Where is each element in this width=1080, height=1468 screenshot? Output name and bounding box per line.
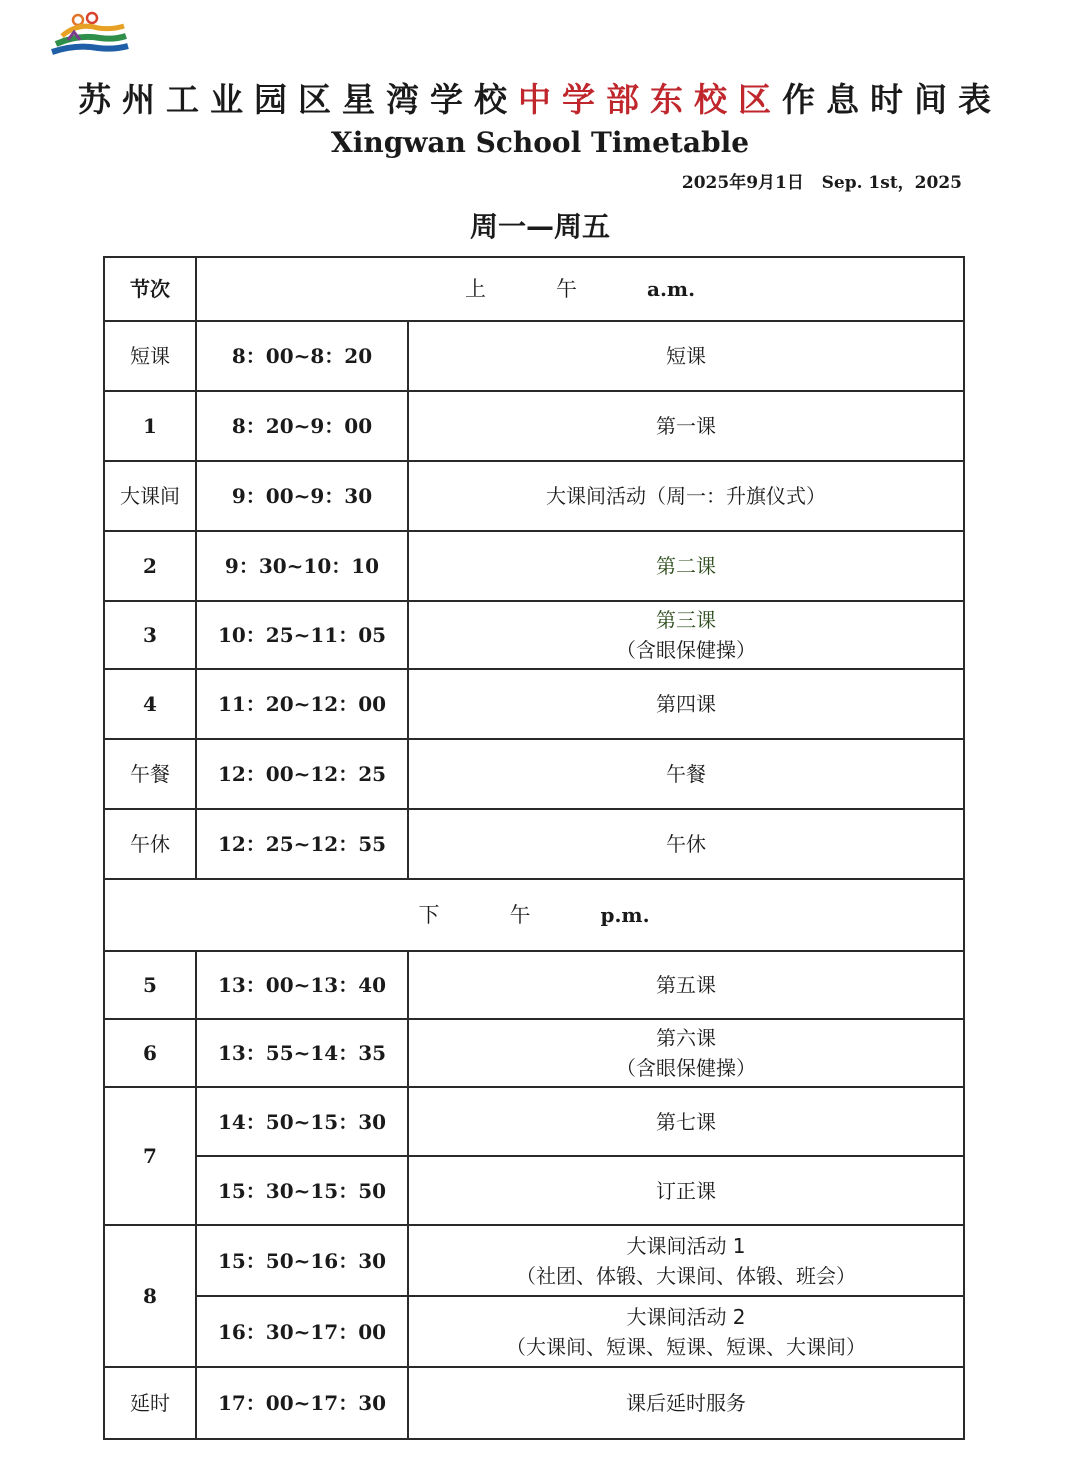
activity-cell: 短课: [408, 321, 964, 391]
time-cell: 15：30~15：50: [196, 1156, 408, 1225]
am-label-cn-2: 午: [555, 277, 577, 301]
table-row: [104, 461, 964, 531]
title-suffix: 作息时间表: [782, 80, 1002, 119]
page-title: [0, 74, 1080, 121]
period-cell: 4: [104, 669, 196, 739]
weekday-range: 周一—周五: [469, 210, 610, 243]
period-cell: 短课: [104, 321, 196, 391]
period-cell: 午餐: [104, 739, 196, 809]
activity-line-1: 第六课: [656, 1026, 716, 1050]
pm-label-cn-1: 下: [418, 903, 440, 927]
table-row: [104, 531, 964, 601]
title-school-name: 苏州工业园区星湾学校: [78, 80, 518, 119]
activity-cell: 第七课: [408, 1087, 964, 1156]
period-cell: 2: [104, 531, 196, 601]
period-cell: 6: [104, 1019, 196, 1087]
activity-cell: 第五课: [408, 951, 964, 1019]
time-cell: 9：00~9：30: [196, 461, 408, 531]
period-cell: 5: [104, 951, 196, 1019]
table-row: [104, 1156, 964, 1225]
table-row: [104, 951, 964, 1019]
am-label-cn-1: 上: [464, 277, 486, 301]
time-cell: 15：50~16：30: [196, 1225, 408, 1296]
period-cell: 7: [104, 1087, 196, 1225]
table-row: [104, 601, 964, 669]
time-cell: 13：00~13：40: [196, 951, 408, 1019]
pm-header-row: [104, 879, 964, 951]
activity-cell: 第一课: [408, 391, 964, 461]
activity-cell: 第四课: [408, 669, 964, 739]
pm-label-cn-2: 午: [509, 903, 531, 927]
activity-cell: 第二课: [408, 531, 964, 601]
activity-line-2: （含眼保健操）: [616, 638, 756, 662]
timetable: [103, 256, 965, 1440]
time-cell: 8：00~8：20: [196, 321, 408, 391]
activity-line-2: （大课间、短课、短课、短课、大课间）: [506, 1334, 866, 1359]
activity-cell: [408, 1019, 964, 1087]
time-cell: 16：30~17：00: [196, 1296, 408, 1367]
page-title-english: Xingwan School Timetable: [330, 126, 750, 159]
time-cell: 12：00~12：25: [196, 739, 408, 809]
time-cell: 9：30~10：10: [196, 531, 408, 601]
title-campus: 中学部东校区: [518, 80, 782, 119]
activity-cell: 订正课: [408, 1156, 964, 1225]
table-row: [104, 1087, 964, 1156]
period-cell: 延时: [104, 1367, 196, 1439]
table-row: [104, 809, 964, 879]
am-label-en: a.m.: [646, 277, 696, 301]
period-cell: 3: [104, 601, 196, 669]
table-row: [104, 1367, 964, 1439]
period-cell: 1: [104, 391, 196, 461]
time-cell: 10：25~11：05: [196, 601, 408, 669]
activity-cell: 大课间活动（周一：升旗仪式）: [408, 461, 964, 531]
table-row: [104, 1296, 964, 1367]
table-row: [104, 1225, 964, 1296]
am-header-row: [104, 257, 964, 321]
effective-date: 2025年9月1日 Sep. 1st，2025: [681, 173, 962, 193]
activity-line-1: 大课间活动 1: [626, 1233, 746, 1258]
activity-cell: 午餐: [408, 739, 964, 809]
time-cell: 12：25~12：55: [196, 809, 408, 879]
table-row: [104, 391, 964, 461]
activity-cell: [408, 1296, 964, 1367]
period-column-header: 节次: [104, 257, 196, 321]
period-cell: 8: [104, 1225, 196, 1367]
activity-cell: [408, 1225, 964, 1296]
activity-line-1: 第三课: [656, 608, 716, 632]
table-row: [104, 739, 964, 809]
am-section-header: [196, 257, 964, 321]
activity-cell: 午休: [408, 809, 964, 879]
period-cell: 大课间: [104, 461, 196, 531]
activity-line-2: （含眼保健操）: [616, 1056, 756, 1080]
table-row: [104, 669, 964, 739]
activity-line-2: （社团、体锻、大课间、体锻、班会）: [516, 1263, 856, 1288]
pm-label-en: p.m.: [600, 903, 650, 927]
table-row: [104, 321, 964, 391]
activity-line-1: 大课间活动 2: [626, 1304, 746, 1329]
period-cell: 午休: [104, 809, 196, 879]
time-cell: 14：50~15：30: [196, 1087, 408, 1156]
time-cell: 17：00~17：30: [196, 1367, 408, 1439]
time-cell: 8：20~9：00: [196, 391, 408, 461]
time-cell: 13：55~14：35: [196, 1019, 408, 1087]
pm-section-header: [104, 879, 964, 951]
activity-cell: 课后延时服务: [408, 1367, 964, 1439]
school-logo: [48, 10, 130, 62]
table-row: [104, 1019, 964, 1087]
time-cell: 11：20~12：00: [196, 669, 408, 739]
activity-cell: [408, 601, 964, 669]
